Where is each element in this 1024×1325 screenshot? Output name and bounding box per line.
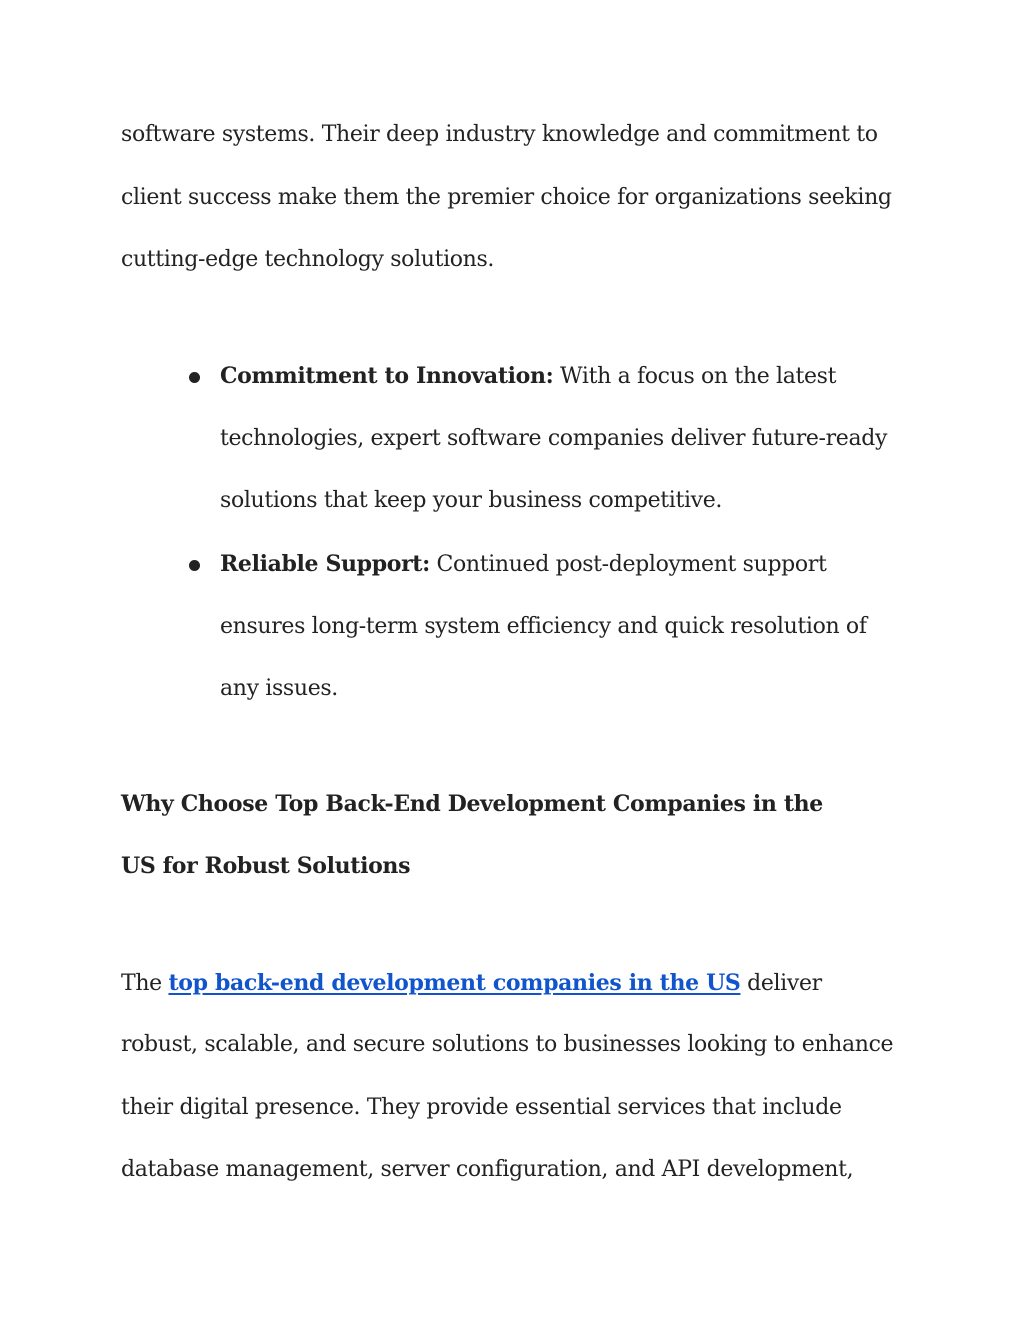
body-paragraph-line-4: database management, server configuration, and API development,: [121, 1157, 854, 1182]
body-paragraph-line-3: their digital presence. They provide essential services that include: [121, 1095, 842, 1120]
body-paragraph-line-1: [121, 968, 822, 999]
bullet-dot-1: [189, 372, 200, 383]
bullet-item-2-title: Reliable Support:: [220, 551, 430, 577]
bullet-item-1-line-3: solutions that keep your business competitive.: [220, 488, 723, 513]
section-heading-line-2: US for Robust Solutions: [121, 853, 411, 879]
bullet-dot-2: [189, 560, 200, 571]
body-suffix: deliver: [740, 971, 822, 996]
bullet-item-1-text: With a focus on the latest: [553, 364, 837, 389]
bullet-item-1-line-1: [220, 361, 836, 392]
bullet-item-2-text: Continued post-deployment support: [429, 552, 827, 577]
intro-paragraph-line-2: client success make them the premier choice for organizations seeking: [121, 185, 892, 210]
intro-paragraph-line-1: software systems. Their deep industry knowledge and commitment to: [121, 122, 878, 147]
body-paragraph-line-2: robust, scalable, and secure solutions to businesses looking to enhance: [121, 1032, 894, 1057]
section-heading-line-1: Why Choose Top Back-End Development Companies in the: [121, 791, 823, 817]
body-prefix: The: [121, 971, 169, 996]
bullet-item-2-line-2: ensures long-term system efficiency and quick resolution of: [220, 614, 867, 639]
intro-paragraph-line-3: cutting-edge technology solutions.: [121, 247, 495, 272]
top-back-end-companies-link[interactable]: top back-end development companies in the US: [168, 970, 741, 996]
bullet-item-2-line-1: [220, 549, 826, 580]
bullet-item-1-title: Commitment to Innovation:: [220, 363, 554, 389]
bullet-item-1-line-2: technologies, expert software companies deliver future-ready: [220, 426, 888, 451]
bullet-item-2-line-3: any issues.: [220, 676, 338, 701]
